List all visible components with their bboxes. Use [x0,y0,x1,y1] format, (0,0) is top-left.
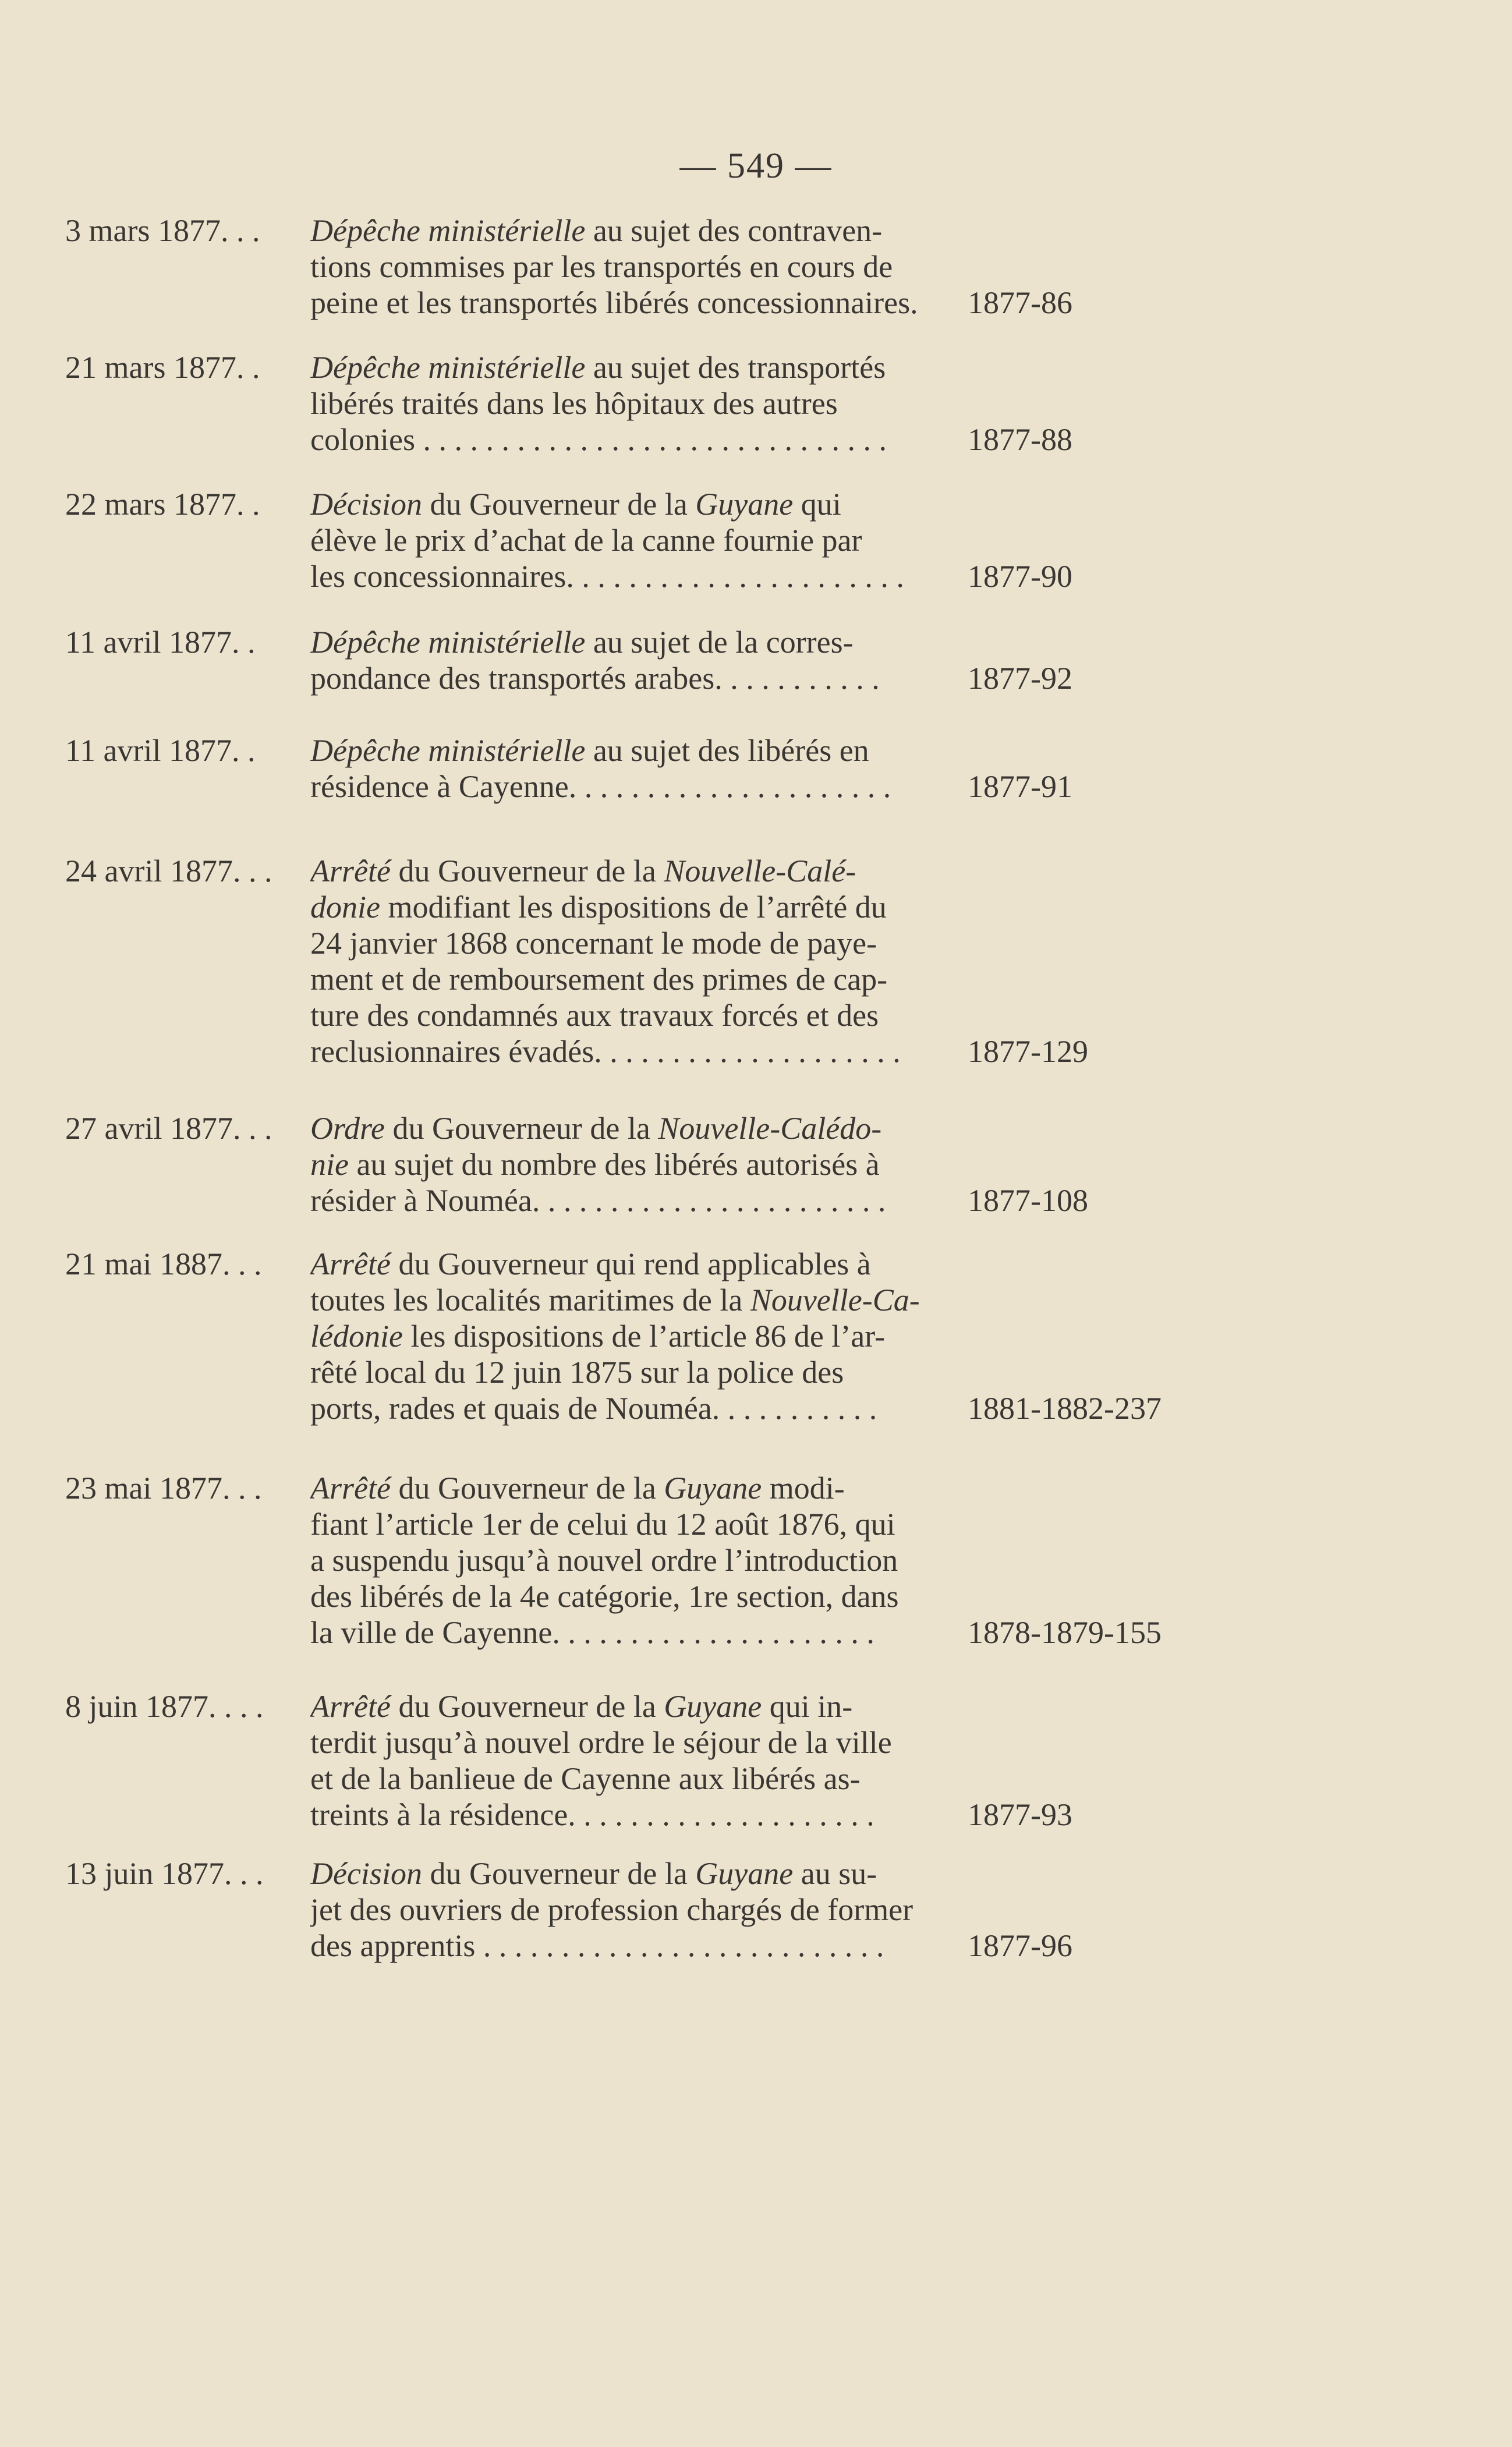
description-line [310,1578,957,1614]
text: ture des condamnés aux travaux forcés et des [310,998,879,1033]
description-line [310,1892,957,1928]
text: tions commises par les transportés en cours de [310,249,893,284]
entry-date: 11 avril 1877. . [65,625,256,660]
text: rêté local du 12 juin 1875 sur la police des [310,1355,844,1390]
description-line [310,1614,957,1651]
description-line [310,1146,957,1182]
italic-text: Décision [310,1856,422,1891]
entry-date: 13 juin 1877. . . [65,1856,264,1891]
description-line [310,1855,957,1892]
description-line [310,660,957,696]
italic-text: Dépêche ministérielle [310,350,586,385]
entry-date: 8 juin 1877. . . . [65,1689,264,1724]
entry-description [310,1246,957,1426]
description-line [310,1928,957,1964]
entry-description [310,624,957,696]
text: ports, rades et quais de Nouméa. . . . . . . . . . . [310,1391,877,1426]
entry-date: 23 mai 1877. . . [65,1471,262,1506]
description-line [310,558,957,594]
text: des apprentis . . . . . . . . . . . . . . . . . . . . . . . . . . [310,1928,884,1963]
description-line [310,624,957,660]
italic-text: Arrêté [310,1471,391,1506]
entry-description [310,1688,957,1833]
entry-date: 22 mars 1877. . [65,487,260,522]
text: au su- [793,1856,877,1891]
entry-description [310,1110,957,1219]
italic-text: Dépêche ministérielle [310,733,586,768]
description-line [310,1182,957,1219]
description-line [310,285,957,321]
text: pondance des transportés arabes. . . . . . . . . . . [310,661,880,696]
text: élève le prix d’achat de la canne fournie par [310,523,862,558]
description-line [310,213,957,249]
text: les dispositions de l’article 86 de l’ar- [402,1319,886,1354]
entry-reference: 1877-88 [968,422,1072,457]
text: des libérés de la 4e catégorie, 1re section, dans [310,1579,899,1614]
italic-text: Arrêté [310,854,391,888]
description-line [310,1470,957,1506]
description-line [310,1318,957,1354]
italic-text: Arrêté [310,1689,391,1724]
italic-text: Nouvelle-Calé- [664,854,856,888]
text: peine et les transportés libérés concessionnaires. [310,285,918,320]
text: au sujet du nombre des libérés autorisés à [348,1147,880,1182]
italic-text: Guyane [664,1471,762,1506]
italic-text: Guyane [695,487,794,522]
entry-date: 24 avril 1877. . . [65,854,272,888]
italic-text: Nouvelle-Ca- [750,1283,920,1318]
description-line [310,961,957,997]
text: reclusionnaires évadés. . . . . . . . . . . . . . . . . . . . [310,1034,901,1069]
description-line [310,522,957,558]
description-line [310,1354,957,1390]
text: modi- [762,1471,845,1506]
entry-date: 27 avril 1877. . . [65,1111,272,1146]
entry-description [310,1855,957,1964]
description-line [310,249,957,285]
text: au sujet des contraven- [585,213,883,248]
description-line [310,925,957,961]
text: du Gouverneur de la [390,1471,664,1506]
text: 24 janvier 1868 concernant le mode de paye- [310,926,877,961]
description-line [310,385,957,422]
description-line [310,1797,957,1833]
italic-text: Guyane [695,1856,794,1891]
description-line [310,1761,957,1797]
entry-description [310,853,957,1070]
text: ment et de remboursement des primes de cap- [310,962,888,997]
text: qui in- [762,1689,853,1724]
description-line [310,732,957,769]
entry-reference: 1877-86 [968,285,1072,320]
description-line [310,1110,957,1146]
entry-reference: 1877-129 [968,1034,1088,1069]
entry-date: 3 mars 1877. . . [65,213,260,248]
italic-text: Ordre [310,1111,385,1146]
entry-date: 11 avril 1877. . [65,733,256,768]
text: jet des ouvriers de profession chargés de former [310,1892,913,1927]
entry-date: 21 mai 1887. . . [65,1246,262,1281]
description-line [310,1506,957,1542]
entry-description [310,732,957,805]
italic-text: lédonie [310,1319,403,1354]
text: toutes les localités maritimes de la [310,1283,750,1318]
text: du Gouverneur de la [385,1111,658,1146]
text: résider à Nouméa. . . . . . . . . . . . . . . . . . . . . . . [310,1183,886,1218]
entry-reference: 1877-90 [968,559,1072,594]
description-line [310,349,957,385]
text: la ville de Cayenne. . . . . . . . . . . . . . . . . . . . . [310,1615,874,1650]
description-line [310,853,957,889]
entry-description [310,486,957,594]
text: treints à la résidence. . . . . . . . . . . . . . . . . . . . [310,1797,874,1832]
entry-description [310,1470,957,1651]
entry-reference: 1881-1882-237 [968,1391,1162,1426]
text: au sujet des transportés [585,350,886,385]
italic-text: Guyane [664,1689,762,1724]
entry-reference: 1877-93 [968,1797,1072,1832]
text: au sujet de la corres- [585,625,854,660]
description-line [310,422,957,458]
entry-description [310,213,957,321]
entry-reference: 1877-92 [968,661,1072,696]
italic-text: Nouvelle-Calédo- [658,1111,882,1146]
description-line [310,769,957,805]
page-number: — 549 — [679,146,833,186]
text: du Gouverneur de la [422,487,696,522]
description-line [310,1033,957,1070]
description-line [310,1542,957,1578]
description-line [310,1724,957,1761]
text: terdit jusqu’à nouvel ordre le séjour de la ville [310,1725,892,1760]
text: du Gouverneur de la [422,1856,696,1891]
entry-reference: 1878-1879-155 [968,1615,1162,1650]
text: libérés traités dans les hôpitaux des autres [310,386,838,421]
description-line [310,1282,957,1318]
text: fiant l’article 1er de celui du 12 août 1876, qui [310,1507,895,1542]
text: colonies . . . . . . . . . . . . . . . . . . . . . . . . . . . . . . [310,422,887,457]
description-line [310,1688,957,1724]
entry-reference: 1877-91 [968,769,1072,804]
italic-text: Dépêche ministérielle [310,625,586,660]
text: qui [793,487,841,522]
description-line [310,486,957,522]
description-line [310,1246,957,1282]
text: modifiant les dispositions de l’arrêté du [380,890,887,925]
text: au sujet des libérés en [585,733,869,768]
italic-text: Décision [310,487,422,522]
entry-reference: 1877-96 [968,1928,1072,1963]
description-line [310,1390,957,1426]
entry-date: 21 mars 1877. . [65,350,260,385]
italic-text: Dépêche ministérielle [310,213,586,248]
italic-text: Arrêté [310,1246,391,1281]
italic-text: donie [310,890,380,925]
text: du Gouverneur qui rend applicables à [390,1246,871,1281]
text: du Gouverneur de la [390,854,664,888]
text: et de la banlieue de Cayenne aux libérés as- [310,1761,861,1796]
text: a suspendu jusqu’à nouvel ordre l’introduction [310,1543,898,1578]
description-line [310,997,957,1033]
italic-text: nie [310,1147,349,1182]
description-line [310,889,957,925]
entry-description [310,349,957,458]
text: les concessionnaires. . . . . . . . . . . . . . . . . . . . . . [310,559,904,594]
entry-reference: 1877-108 [968,1183,1088,1218]
text: du Gouverneur de la [390,1689,664,1724]
text: résidence à Cayenne. . . . . . . . . . . . . . . . . . . . . [310,769,891,804]
